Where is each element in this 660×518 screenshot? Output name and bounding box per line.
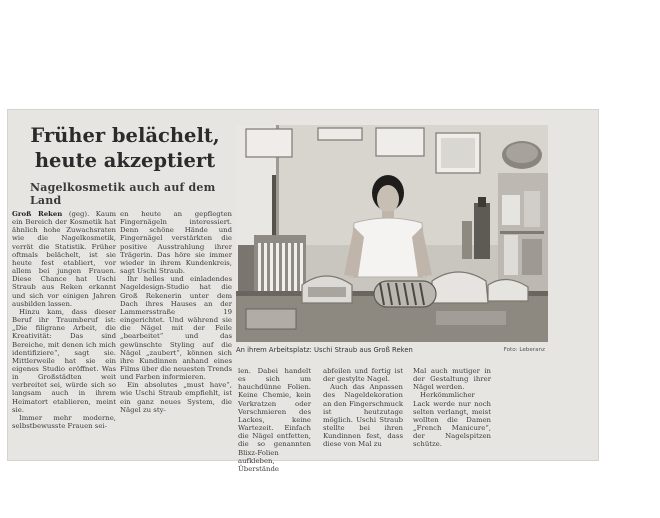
article-subheadline: Nagelkosmetik auch auf dem Land — [30, 181, 216, 207]
article-column-2 — [120, 210, 232, 414]
article-column-3 — [238, 367, 311, 473]
salon-photo-illustration — [236, 125, 548, 342]
article-paragraph: Hinzu kam, dass dieser Beruf ihr Traumberuf ist: „Die filigrane Arbeit, die Kreativität: Das sind Bereiche, mit denen ich mich identifiziere“, sagt sie. Mittlerweile hat sie ein eigenes Studio eröffnet. Was in Großstädten weit verbreitet sei, würde sich so langsam auch in ihrem Heimatort etablieren, meint sie. — [12, 307, 116, 414]
wall-frame — [246, 129, 292, 157]
article-paragraph: Mal auch mutiger in der Gestaltung ihrer Nägel werden. — [413, 367, 491, 392]
article-paragraph: abfeilen und fertig ist der gestylte Nagel. — [323, 367, 403, 384]
article-paragraph: en heute an gepflegten Fingernägeln interessiert. Denn schöne Hände und Fingernägel verstärkten die positive Ausstrahlung ihrer Trägerin. Das höre sie immer wieder in ihrem Kundenkreis, sagt Uschi Straub. — [120, 210, 232, 276]
article-paragraph: Auch das Anpassen des Nageldekoration an den Fingerschmuck ist heutzutage möglich. Uschi Straub stellte bei ihren Kundinnen fest, dass diese von Mal zu — [323, 383, 403, 449]
photo-caption-bar — [236, 346, 548, 354]
article-paragraph: Ihr helles und einladendes Nageldesign-Studio hat die Groß Rekenerin unter dem Dach ihres Hauses an der Lammersstraße 19 eingerichtet. Und während sie die Nägel mit der Feile „bearbeitet“ und das gewünschte Styling auf die Nägel „zaubert“, können sich ihre Kundinnen anhand eines Films über die neuesten Trends und Farben informieren. — [120, 275, 232, 382]
photo-credit: Foto: Leberanz — [503, 347, 545, 353]
wall-frame — [376, 128, 424, 156]
article-paragraph: Herkömmlicher Lack werde nur noch selten verlangt, meist wollten die Damen „French Manicure“, der Nagelspitzen schütze. — [413, 391, 491, 449]
article-column-4 — [323, 367, 403, 449]
dateline: Groß Reken — [12, 210, 63, 218]
article-paragraph: len. Dabei handelt es sich um hauchdünne Folien. Keine Chemie, kein Verkratzen oder Verschmieren des Lackes, keine Wartezeit. Einfach die Nägel entfetten, die so genannten Blixz-Folien aufkleben, Überstände — [238, 367, 311, 473]
wall-frame — [318, 128, 362, 140]
article-headline: Früher belächelt, heute akzeptiert — [30, 124, 220, 172]
article-photo — [236, 125, 548, 342]
article-paragraph: Immer mehr moderne, selbstbewusste Frauen sei- — [12, 413, 116, 431]
article-column-1 — [12, 210, 116, 430]
article-paragraph — [12, 210, 116, 308]
photo-caption: An ihrem Arbeitsplatz: Uschi Straub aus Groß Reken — [236, 346, 413, 354]
article-paragraph: Ein absolutes „must have“, wie Uschi Straub empfiehlt, ist ein ganz neues System, die Nägel zu sty- — [120, 381, 232, 414]
paragraph-text: (geg). Kaum ein Bereich der Kosmetik hat ähnlich hohe Zuwachsraten wie die Nagelkosmetik, verrät die Statistik. Früher oftmals belächelt, ist sie heute fest etabliert, vor allem bei jungen Frauen. Diese Chance hat Uschi Straub aus Reken erkannt und sich vor einigen Jahren ausbilden lassen. — [12, 210, 116, 308]
article-column-5 — [413, 367, 491, 449]
